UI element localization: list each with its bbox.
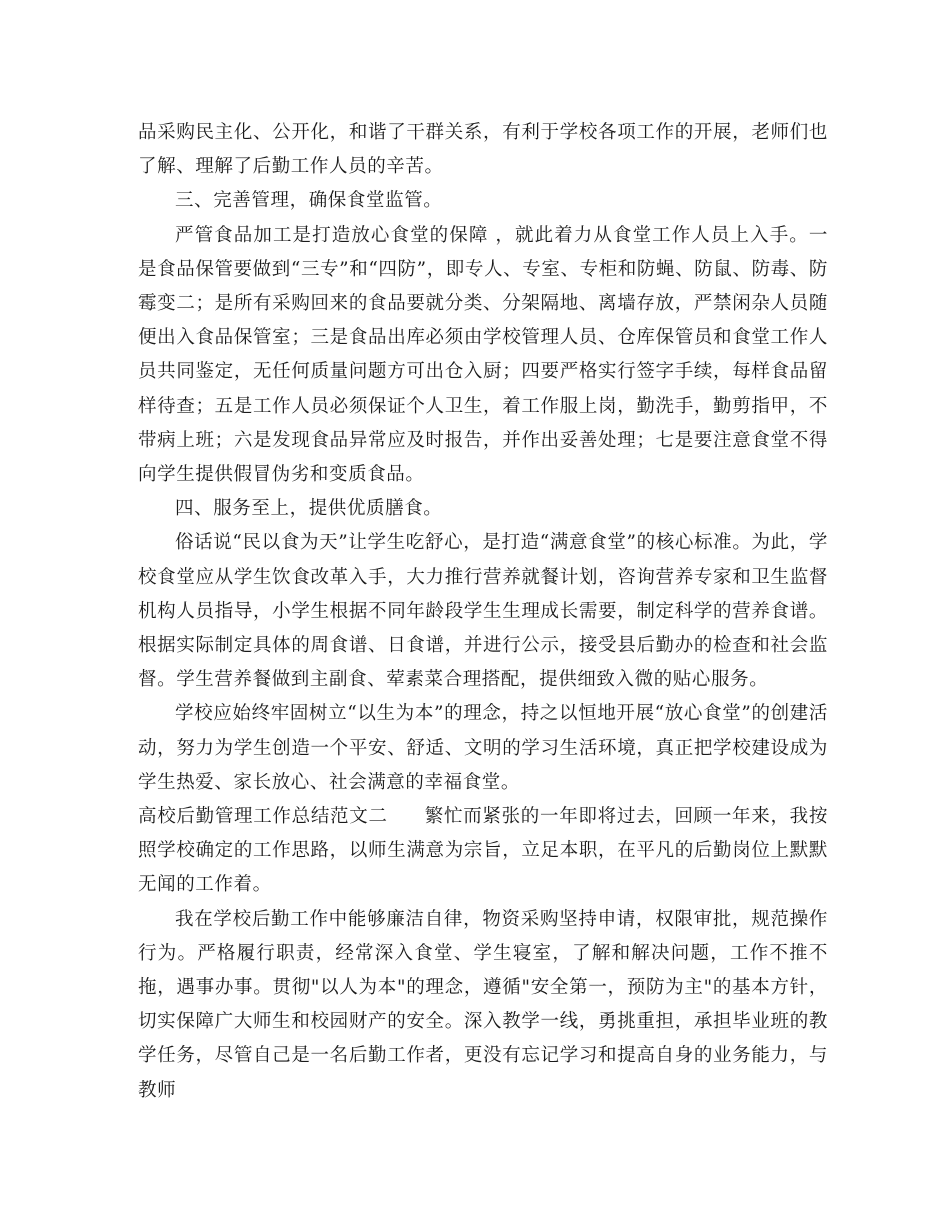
paragraph-food-safety: 严管食品加工是打造放心食堂的保障 ，就此着力从食堂工作人员上入手。一是食品保管要做到“三专”和“四防”，即专人、专室、专柜和防蝇、防鼠、防毒、防霉变二；是所有采购回来的食品要就分类、分架隔地、离墙存放，严禁闲杂人员随便出入食品保管室；三是食品出库必须由学校管理人员、仓库保管员和食堂工作人员共同鉴定，无任何质量问题方可出仓入厨；四要严格实行签字手续，每样食品留样待查；五是工作人员必须保证个人卫生，着工作服上岗，勤洗手，勤剪指甲，不带病上班；六是发现食品异常应及时报告，并作出妥善处理；七是要注意食堂不得向学生提供假冒伪劣和变质食品。 [138,224,828,486]
heading-service: 四、服务至上，提供优质膳食。 [175,498,443,520]
heading-management: 三、完善管理，确保食堂监管。 [175,190,443,212]
section-title-paragraph [138,800,828,903]
section-intro: 繁忙而紧张的一年即将过去，回顾一年来，我按照学校确定的工作思路，以师生满意为宗旨，立足本职，在平凡的后勤岗位上默默无闻的工作着。 [138,806,828,896]
paragraph-nutrition: 俗话说“民以食为天”让学生吃舒心，是打造“满意食堂”的核心标准。为此，学校食堂应从学生饮食改革入手，大力推行营养就餐计划，咨询营养专家和卫生监督机构人员指导，小学生根据不同年龄段学生生理成长需要，制定科学的营养食谱。根据实际制定具体的周食谱、日食谱，并进行公示，接受县后勤办的检查和社会监督。学生营养餐做到主副食、荤素菜合理搭配，提供细致入微的贴心服务。 [138,532,828,691]
document-body [138,116,828,1108]
section-title: 高校后勤管理工作总结范文二 [138,806,388,828]
paragraph-student-first: 学校应始终牢固树立“以生为本”的理念，持之以恒地开展“放心食堂”的创建活动，努力为学生创造一个平安、舒适、文明的学习生活环境，真正把学校建设成为学生热爱、家长放心、社会满意的幸福食堂。 [138,703,828,793]
paragraph-continuation: 品采购民主化、公开化，和谐了干群关系，有利于学校各项工作的开展，老师们也了解、理解了后勤工作人员的辛苦。 [138,122,828,178]
paragraph-integrity: 我在学校后勤工作中能够廉洁自律，物资采购坚持申请，权限审批，规范操作行为。严格履行职责，经常深入食堂、学生寝室，了解和解决问题，工作不推不拖，遇事办事。贯彻"以人为本"的理念，遵循"安全第一，预防为主"的基本方针，切实保障广大师生和校园财产的安全。深入教学一线，勇挑重担，承担毕业班的教学任务，尽管自己是一名后勤工作者，更没有忘记学习和提高自身的业务能力，与教师 [138,908,828,1101]
